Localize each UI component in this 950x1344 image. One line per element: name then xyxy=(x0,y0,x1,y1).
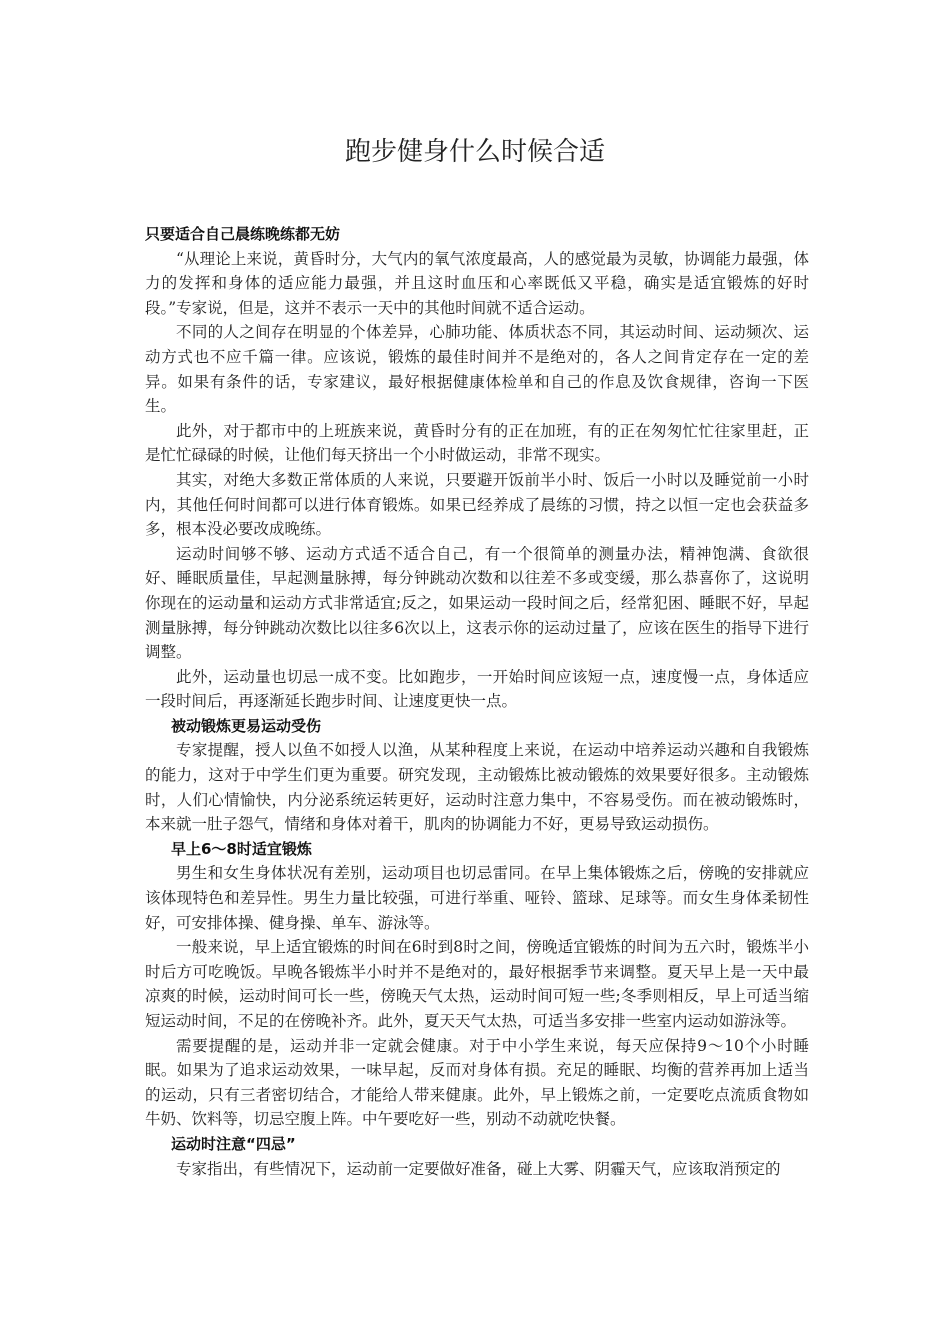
section-heading: 被动锻炼更易运动受伤 xyxy=(171,716,322,735)
section-heading: 运动时注意“四忌” xyxy=(171,1134,296,1153)
section-heading: 只要适合自己晨练晚练都无妨 xyxy=(145,225,341,243)
paragraph: 不同的人之间存在明显的个体差异，心肺功能、体质状态不同，其运动时间、运动频次、运动方式也不应千篇一律。应该说，锻炼的最佳时间并不是绝对的，各人之间肯定存在一定的差异。如果有条件的话，专家建议，最好根据健康体检单和自己的作息及饮食规律，咨询一下医生。 xyxy=(145,323,809,416)
paragraph: 此外，对于都市中的上班族来说，黄昏时分有的正在加班，有的正在匆匆忙忙往家里赶，正是忙忙碌碌的时候，让他们每天挤出一个小时做运动，非常不现实。 xyxy=(145,421,809,465)
section-heading: 早上6～8时适宜锻炼 xyxy=(171,839,312,858)
paragraph: 专家提醒，授人以鱼不如授人以渔，从某种程度上来说，在运动中培养运动兴趣和自我锻炼的能力，这对于中学生们更为重要。研究发现，主动锻炼比被动锻炼的效果要好很多。主动锻炼时，人们心情愉快，内分泌系统运转更好，运动时注意力集中，不容易受伤。而在被动锻炼时，本来就一肚子怨气，情绪和身体对着干，肌肉的协调能力不好，更易导致运动损伤。 xyxy=(145,741,809,834)
paragraph: 运动时间够不够、运动方式适不适合自己，有一个很简单的测量办法，精神饱满、食欲很好、睡眠质量佳，早起测量脉搏，每分钟跳动次数和以往差不多或变缓，那么恭喜你了，这说明你现在的运动量和运动方式非常适宜;反之，如果运动一段时间之后，经常犯困、睡眠不好，早起测量脉搏，每分钟跳动次数比以往多6次以上，这表示你的运动过量了，应该在医生的指导下进行调整。 xyxy=(145,544,809,662)
article-body xyxy=(145,222,809,1181)
paragraph: 其实，对绝大多数正常体质的人来说，只要避开饭前半小时、饭后一小时以及睡觉前一小时内，其他任何时间都可以进行体育锻炼。如果已经养成了晨练的习惯，持之以恒一定也会获益多多，根本没必要改成晚练。 xyxy=(145,470,809,539)
paragraph: 需要提醒的是，运动并非一定就会健康。对于中小学生来说，每天应保持9～10个小时睡眠。如果为了追求运动效果，一味早起，反而对身体有损。充足的睡眠、均衡的营养再加上适当的运动，只有三者密切结合，才能给人带来健康。此外，早上锻炼之前，一定要吃点流质食物如牛奶、饮料等，切忌空腹上阵。中午要吃好一些，别动不动就吃快餐。 xyxy=(145,1036,809,1129)
paragraph: 一般来说，早上适宜锻炼的时间在6时到8时之间，傍晚适宜锻炼的时间为五六时，锻炼半小时后方可吃晚饭。早晚各锻炼半小时并不是绝对的，最好根据季节来调整。夏天早上是一天中最凉爽的时候，运动时间可长一些，傍晚天气太热，运动时间可短一些;冬季则相反，早上可适当缩短运动时间，不足的在傍晚补齐。此外，夏天天气太热，可适当多安排一些室内运动如游泳等。 xyxy=(145,938,809,1030)
paragraph: 专家指出，有些情况下，运动前一定要做好准备，碰上大雾、阴霾天气，应该取消预定的 xyxy=(176,1159,781,1178)
paragraph: 此外，运动量也切忌一成不变。比如跑步，一开始时间应该短一点，速度慢一点，身体适应一段时间后，再逐渐延长跑步时间、让速度更快一点。 xyxy=(145,667,809,711)
page-title: 跑步健身什么时候合适 xyxy=(344,137,605,167)
paragraph: “从理论上来说，黄昏时分，大气内的氧气浓度最高，人的感觉最为灵敏，协调能力最强，体力的发挥和身体的适应能力最强，并且这时血压和心率既低又平稳，确实是适宜锻炼的好时段。”专家说，但是，这并不表示一天中的其他时间就不适合运动。 xyxy=(145,249,809,317)
paragraph: 男生和女生身体状况有差别，运动项目也切忌雷同。在早上集体锻炼之后，傍晚的安排就应该体现特色和差异性。男生力量比较强，可进行举重、哑铃、篮球、足球等。而女生身体柔韧性好，可安排体操、健身操、单车、游泳等。 xyxy=(145,864,809,932)
